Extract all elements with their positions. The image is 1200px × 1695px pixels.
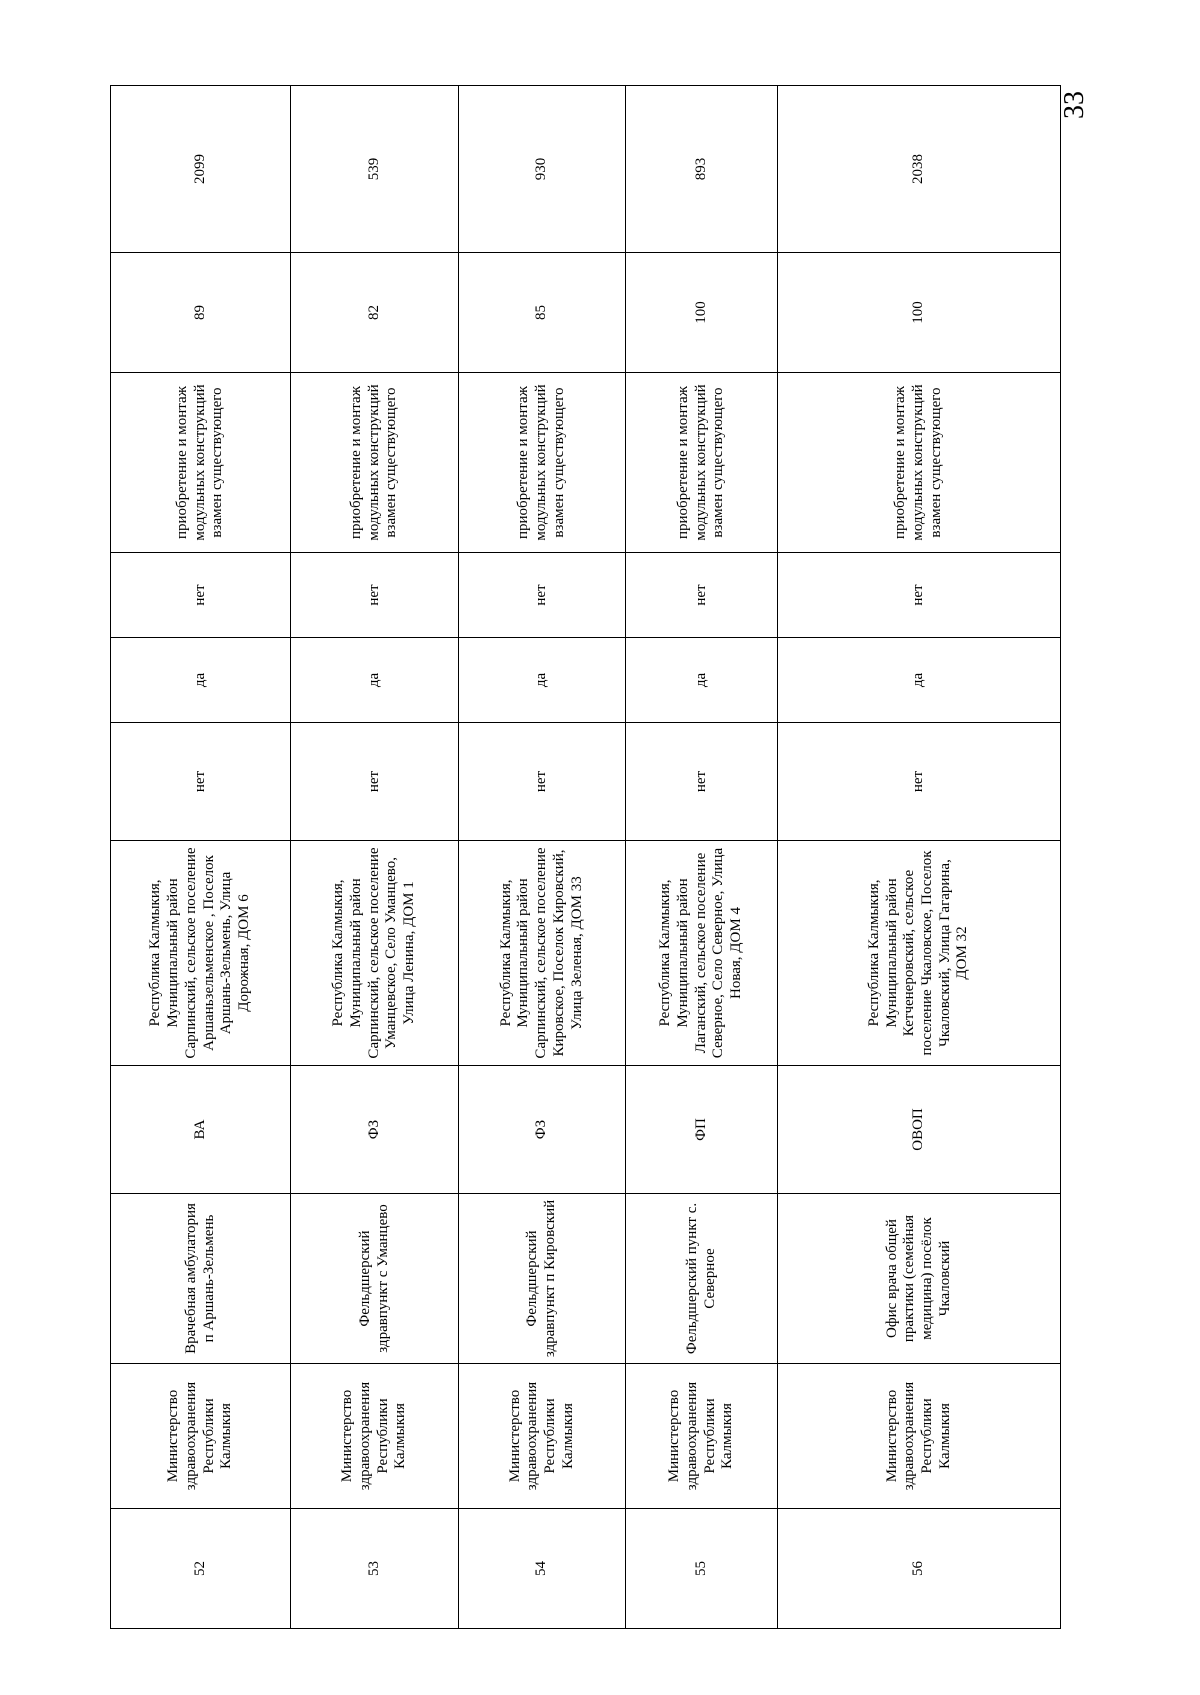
organization: Министерство здравоохранения Республики Калмыкия [626, 1364, 778, 1509]
percent: 82 [291, 253, 459, 373]
table-row [291, 86, 459, 1629]
value: 893 [626, 86, 778, 253]
organization: Министерство здравоохранения Республики Калмыкия [459, 1364, 626, 1509]
cell-col6: нет [111, 723, 291, 841]
facility-type: ВА [111, 1066, 291, 1194]
value: 930 [459, 86, 626, 253]
facilities-table-wrapper [110, 86, 1060, 1629]
table-row [111, 86, 291, 1629]
facility-name: Врачебная амбулатория п Аршань-Зельмень [111, 1194, 291, 1364]
action: приобретение и монтаж модульных конструкций взамен существующего [778, 373, 1061, 553]
facility-name: Офис врача общей практики (семейная медицина) посёлок Чкаловский [778, 1194, 1061, 1364]
cell-col8: нет [626, 553, 778, 638]
organization: Министерство здравоохранения Республики Калмыкия [111, 1364, 291, 1509]
cell-col8: нет [778, 553, 1061, 638]
table-row [626, 86, 778, 1629]
percent: 100 [778, 253, 1061, 373]
value: 2099 [111, 86, 291, 253]
facility-name: Фельдшерский здравпункт с Уманцево [291, 1194, 459, 1364]
facility-type: ФП [626, 1066, 778, 1194]
row-number: 54 [459, 1509, 626, 1629]
cell-col7: да [459, 638, 626, 723]
cell-col6: нет [291, 723, 459, 841]
action: приобретение и монтаж модульных конструкций взамен существующего [459, 373, 626, 553]
cell-col8: нет [291, 553, 459, 638]
organization: Министерство здравоохранения Республики Калмыкия [291, 1364, 459, 1509]
action: приобретение и монтаж модульных конструкций взамен существующего [111, 373, 291, 553]
row-number: 56 [778, 1509, 1061, 1629]
row-number: 52 [111, 1509, 291, 1629]
value: 539 [291, 86, 459, 253]
table-row [459, 86, 626, 1629]
facility-type: ФЗ [291, 1066, 459, 1194]
percent: 85 [459, 253, 626, 373]
value: 2038 [778, 86, 1061, 253]
address: Республика Калмыкия, Муниципальный район Сарпинский, сельское поселение Кировское, Поселок Кировский, Улица Зеленая, ДОМ 33 [459, 841, 626, 1066]
percent: 100 [626, 253, 778, 373]
cell-col8: нет [459, 553, 626, 638]
organization: Министерство здравоохранения Республики Калмыкия [778, 1364, 1061, 1509]
percent: 89 [111, 253, 291, 373]
cell-col6: нет [778, 723, 1061, 841]
facility-name: Фельдшерский здравпункт п Кировский [459, 1194, 626, 1364]
cell-col7: да [626, 638, 778, 723]
action: приобретение и монтаж модульных конструкций взамен существующего [626, 373, 778, 553]
cell-col7: да [778, 638, 1061, 723]
cell-col7: да [291, 638, 459, 723]
address: Республика Калмыкия, Муниципальный район Лаганский, сельское поселение Северное, Село Северное, Улица Новая, ДОМ 4 [626, 841, 778, 1066]
table-row [778, 86, 1061, 1629]
address: Республика Калмыкия, Муниципальный район Сарпинский, сельское поселение Уманцевское, Село Уманцево, Улица Ленина, ДОМ 1 [291, 841, 459, 1066]
cell-col6: нет [459, 723, 626, 841]
cell-col8: нет [111, 553, 291, 638]
facility-type: ОВОП [778, 1066, 1061, 1194]
facility-type: ФЗ [459, 1066, 626, 1194]
cell-col7: да [111, 638, 291, 723]
address: Республика Калмыкия, Муниципальный район Сарпинский, сельское поселение Аршаньзельменское , Поселок Аршань-Зельмень, Улица Дорожная, ДОМ 6 [111, 841, 291, 1066]
row-number: 55 [626, 1509, 778, 1629]
action: приобретение и монтаж модульных конструкций взамен существующего [291, 373, 459, 553]
cell-col6: нет [626, 723, 778, 841]
row-number: 53 [291, 1509, 459, 1629]
facilities-table [110, 85, 1061, 1629]
facility-name: Фельдшерский пункт с. Северное [626, 1194, 778, 1364]
page-number: 33 [1059, 91, 1090, 119]
address: Республика Калмыкия, Муниципальный район Кетченеровский, сельское поселение Чкаловское, Поселок Чкаловский, Улица Гагарина, ДОМ 32 [778, 841, 1061, 1066]
